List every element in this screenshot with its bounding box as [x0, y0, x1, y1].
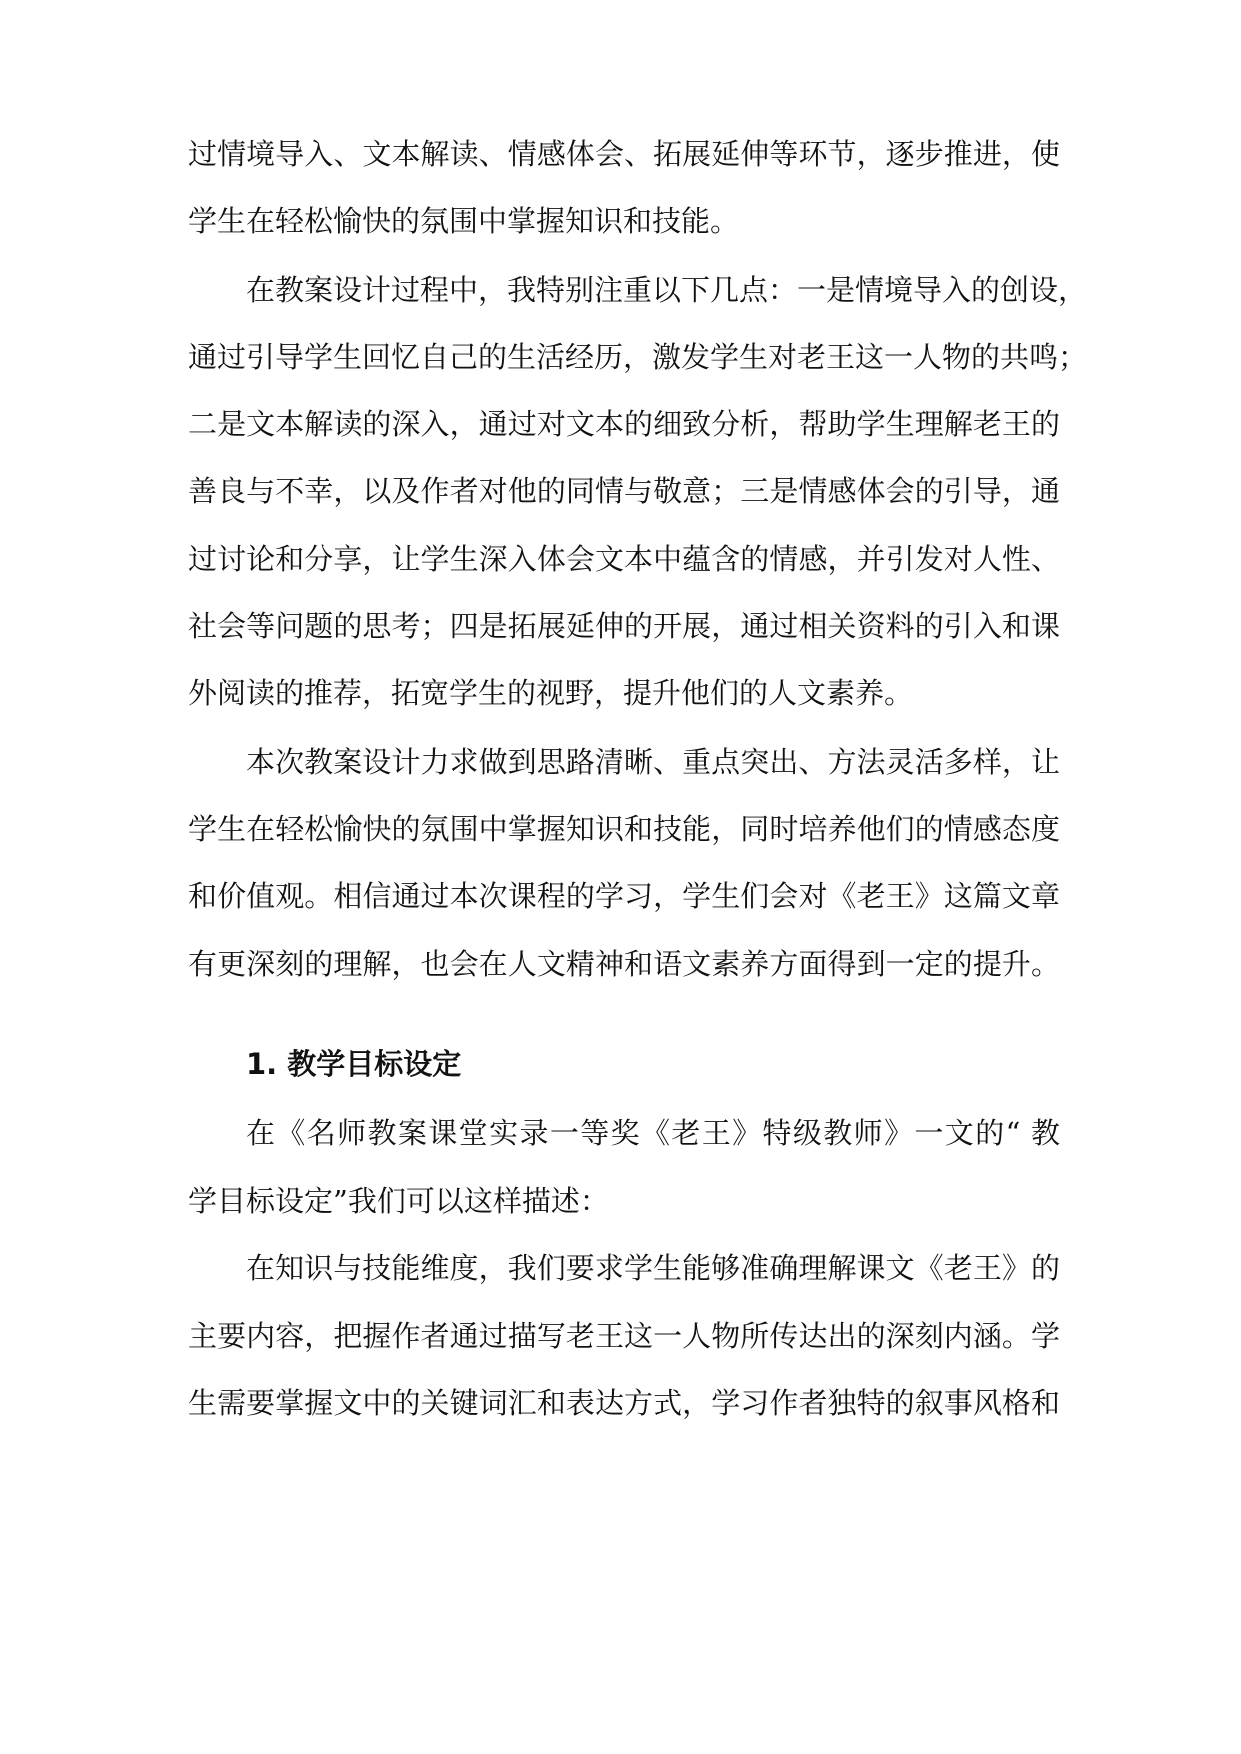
text-line: 有更深刻的理解，也会在人文精神和语文素养方面得到一定的提升。 [188, 947, 1060, 981]
text-line: 主要内容，把握作者通过描写老王这一人物所传达出的深刻内涵。学 [188, 1319, 1060, 1353]
text-line: 在知识与技能维度，我们要求学生能够准确理解课文《老王》的 [246, 1251, 1060, 1285]
text-line: 二是文本解读的深入，通过对文本的细致分析，帮助学生理解老王的 [188, 407, 1060, 441]
text-line: 过情境导入、文本解读、情感体会、拓展延伸等环节，逐步推进，使 [188, 137, 1060, 171]
text-line: 生需要掌握文中的关键词汇和表达方式，学习作者独特的叙事风格和 [188, 1386, 1060, 1420]
text-line: 外阅读的推荐，拓宽学生的视野，提升他们的人文素养。 [188, 676, 914, 710]
text-line: 本次教案设计力求做到思路清晰、重点突出、方法灵活多样，让 [246, 745, 1060, 779]
text-line: 学生在轻松愉快的氛围中掌握知识和技能。 [188, 204, 740, 238]
text-line: 在《名师教案课堂实录一等奖《老王》特级教师》一文的“ 教 [246, 1116, 1060, 1150]
text-line: 学生在轻松愉快的氛围中掌握知识和技能，同时培养他们的情感态度 [188, 812, 1060, 846]
text-line: 通过引导学生回忆自己的生活经历，激发学生对老王这一人物的共鸣； [188, 340, 1088, 374]
section-heading: 1. 教学目标设定 [246, 1047, 462, 1081]
text-line: 在教案设计过程中，我特别注重以下几点：一是情境导入的创设， [246, 273, 1088, 307]
text-line: 社会等问题的思考；四是拓展延伸的开展，通过相关资料的引入和课 [188, 609, 1060, 643]
text-line: 学目标设定”我们可以这样描述： [188, 1184, 609, 1218]
text-line: 过讨论和分享，让学生深入体会文本中蕴含的情感，并引发对人性、 [188, 542, 1060, 576]
text-line: 善良与不幸，以及作者对他的同情与敬意；三是情感体会的引导，通 [188, 474, 1060, 508]
text-line: 和价值观。相信通过本次课程的学习，学生们会对《老王》这篇文章 [188, 879, 1060, 913]
